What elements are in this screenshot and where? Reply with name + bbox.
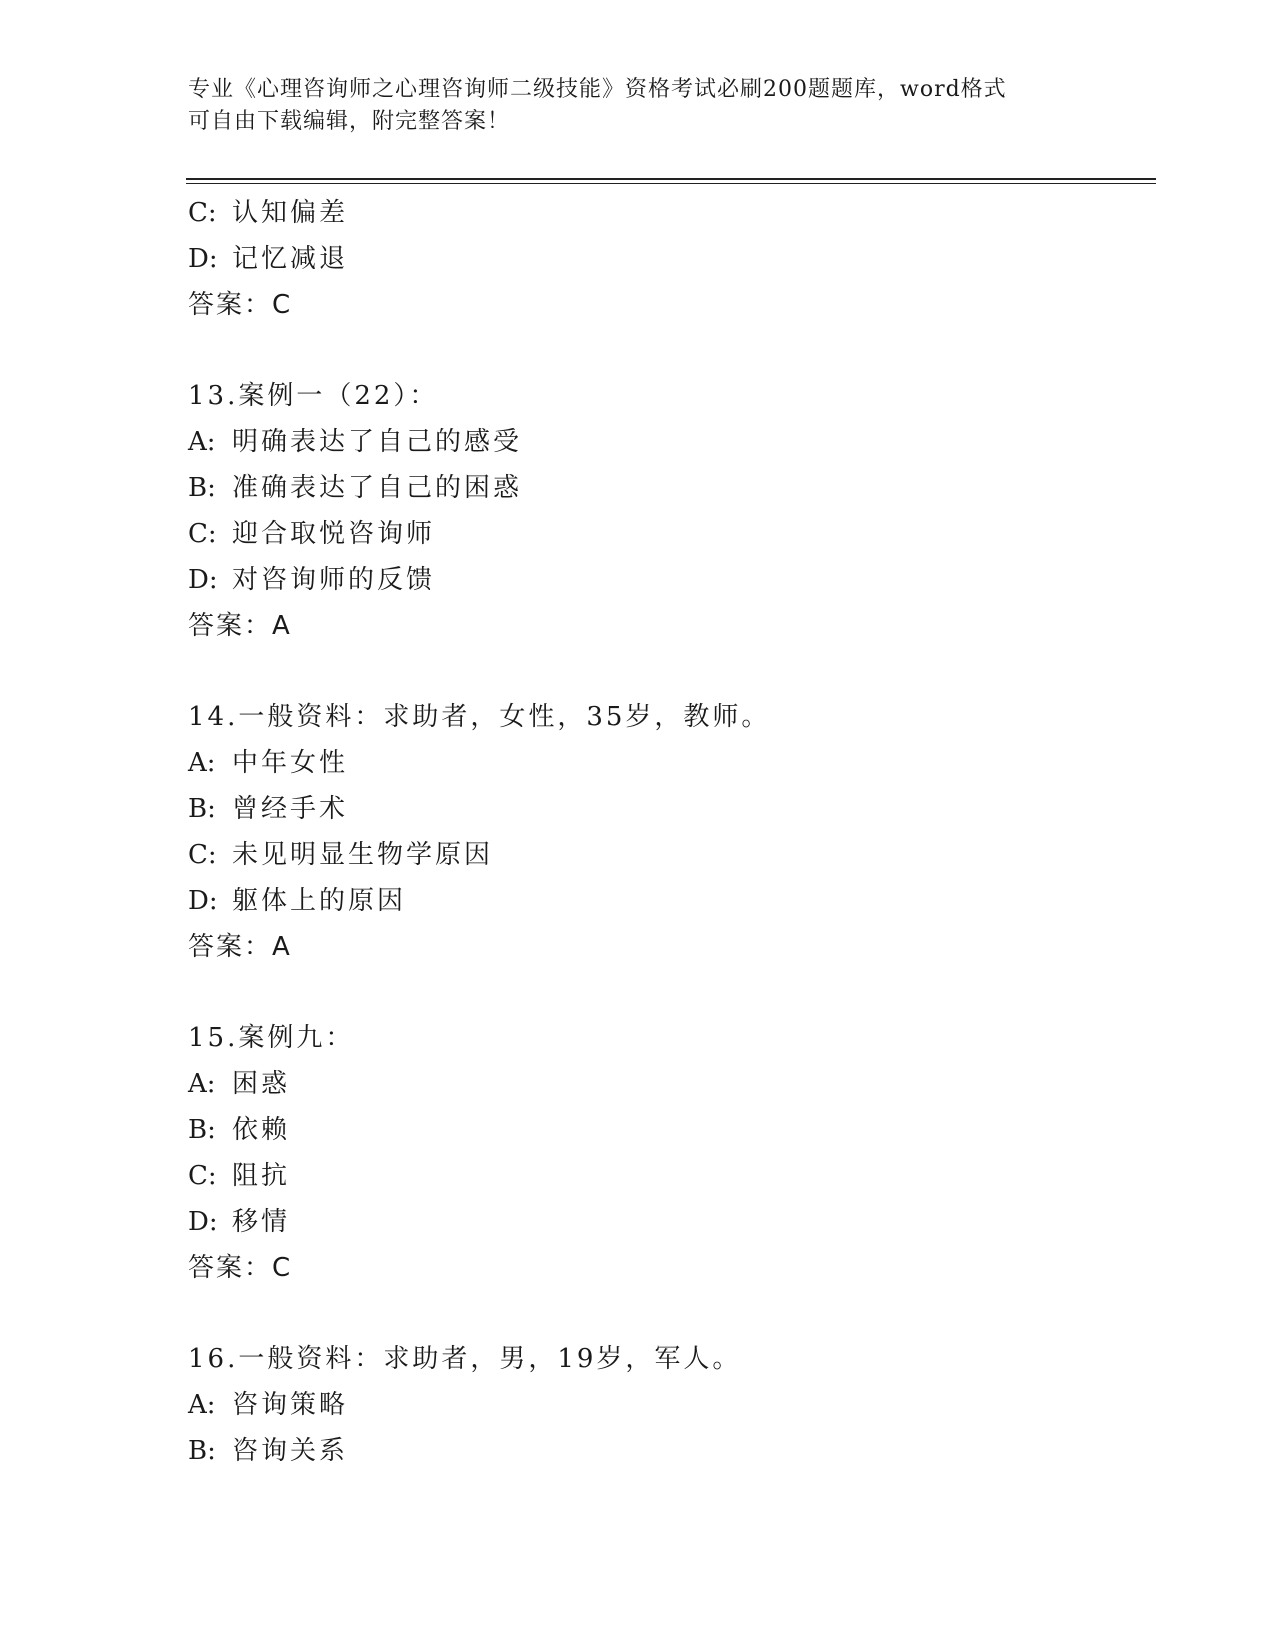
option-d bbox=[188, 878, 1138, 924]
option-prefix: B: bbox=[188, 1115, 216, 1145]
option-text: 记忆减退 bbox=[232, 244, 349, 274]
option-prefix: B: bbox=[188, 1436, 216, 1466]
option-text: 躯体上的原因 bbox=[232, 886, 407, 916]
option-a bbox=[188, 419, 1138, 465]
option-text: 移情 bbox=[232, 1207, 291, 1237]
option-a bbox=[188, 1061, 1138, 1107]
question-title: 14.一般资料：求助者，女性，35岁，教师。 bbox=[188, 702, 771, 732]
question-block-16 bbox=[188, 1336, 1138, 1474]
question-title: 13.案例一（22）： bbox=[188, 381, 439, 411]
option-d bbox=[188, 236, 1138, 282]
document-header bbox=[188, 74, 1088, 138]
option-b bbox=[188, 786, 1138, 832]
question-block-13 bbox=[188, 373, 1138, 649]
option-c bbox=[188, 1153, 1138, 1199]
option-prefix: C: bbox=[188, 840, 217, 870]
option-prefix: A: bbox=[188, 748, 216, 778]
header-title-line-1: 专业《心理咨询师之心理咨询师二级技能》资格考试必刷200题题库，word格式 bbox=[188, 77, 1007, 102]
header-title-line-2: 可自由下载编辑，附完整答案！ bbox=[188, 109, 511, 134]
header-divider-thick bbox=[186, 178, 1156, 180]
spacer bbox=[188, 970, 1138, 1015]
option-prefix: A: bbox=[188, 1390, 216, 1420]
option-prefix: C: bbox=[188, 1161, 217, 1191]
option-text: 依赖 bbox=[232, 1115, 291, 1145]
answer-line: 答案：C bbox=[188, 290, 293, 320]
option-text: 未见明显生物学原因 bbox=[232, 840, 494, 870]
spacer bbox=[188, 1291, 1138, 1336]
option-prefix: C: bbox=[188, 519, 217, 549]
header-divider-thin bbox=[186, 183, 1156, 184]
option-prefix: B: bbox=[188, 794, 216, 824]
option-text: 曾经手术 bbox=[232, 794, 349, 824]
option-c bbox=[188, 190, 1138, 236]
option-prefix: D: bbox=[188, 1207, 218, 1237]
option-prefix: A: bbox=[188, 1069, 216, 1099]
option-c bbox=[188, 511, 1138, 557]
option-b bbox=[188, 1428, 1138, 1474]
answer-line: 答案：A bbox=[188, 932, 292, 962]
option-prefix: C: bbox=[188, 198, 217, 228]
option-text: 认知偏差 bbox=[232, 198, 349, 228]
answer-line: 答案：A bbox=[188, 611, 292, 641]
option-prefix: D: bbox=[188, 244, 218, 274]
option-text: 迎合取悦咨询师 bbox=[232, 519, 436, 549]
option-b bbox=[188, 465, 1138, 511]
option-text: 阻抗 bbox=[232, 1161, 291, 1191]
option-prefix: A: bbox=[188, 427, 216, 457]
option-text: 困惑 bbox=[232, 1069, 291, 1099]
option-text: 对咨询师的反馈 bbox=[232, 565, 436, 595]
option-text: 咨询策略 bbox=[232, 1390, 349, 1420]
question-title: 15.案例九： bbox=[188, 1023, 355, 1053]
question-block-prev bbox=[188, 190, 1138, 328]
option-text: 明确表达了自己的感受 bbox=[232, 427, 523, 457]
option-d bbox=[188, 557, 1138, 603]
option-b bbox=[188, 1107, 1138, 1153]
option-prefix: B: bbox=[188, 473, 216, 503]
question-list bbox=[188, 190, 1138, 1474]
option-c bbox=[188, 832, 1138, 878]
option-d bbox=[188, 1199, 1138, 1245]
spacer bbox=[188, 328, 1138, 373]
option-text: 咨询关系 bbox=[232, 1436, 349, 1466]
spacer bbox=[188, 649, 1138, 694]
question-block-15 bbox=[188, 1015, 1138, 1291]
answer-line: 答案：C bbox=[188, 1253, 293, 1283]
option-prefix: D: bbox=[188, 565, 218, 595]
option-text: 中年女性 bbox=[232, 748, 349, 778]
option-a bbox=[188, 740, 1138, 786]
option-prefix: D: bbox=[188, 886, 218, 916]
question-block-14 bbox=[188, 694, 1138, 970]
question-title: 16.一般资料：求助者，男，19岁，军人。 bbox=[188, 1344, 742, 1374]
option-text: 准确表达了自己的困惑 bbox=[232, 473, 523, 503]
option-a bbox=[188, 1382, 1138, 1428]
